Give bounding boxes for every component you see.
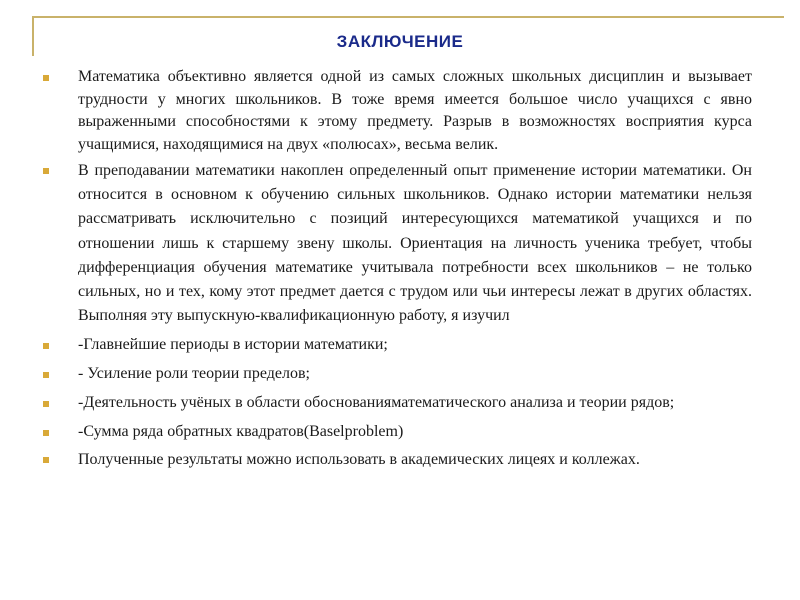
slide-title: ЗАКЛЮЧЕНИЕ xyxy=(336,32,464,51)
bullet-item xyxy=(40,362,752,386)
bullet-item xyxy=(40,449,752,471)
bullet-square-icon xyxy=(43,401,49,407)
bullet-square-icon xyxy=(43,457,49,463)
bullet-square-icon xyxy=(43,372,49,378)
bullet-text: - Усиление роли теории пределов; xyxy=(78,365,310,383)
bullet-list xyxy=(40,66,752,471)
bullet-square-icon xyxy=(43,168,49,174)
bullet-text: Математика объективно является одной из самых сложных школьных дисциплин и вызывает трудности у многих школьников. В тоже время имеется большое число учащихся с явно выраженными способностями к этому предмету. Разрыв в возможностях восприятия курса учащимися, находящимися на двух «полюсах», весьма велик. xyxy=(78,68,752,153)
bullet-item xyxy=(40,420,752,444)
bullet-square-icon xyxy=(43,343,49,349)
bullet-item xyxy=(40,391,752,415)
bullet-text: В преподавании математики накоплен определенный опыт применение истории математики. Он относится в основном к обучению сильных школьников. Однако истории математики нельзя рассматривать исключительно с позиций интересующихся математикой учащихся и по отношении лишь к старшему звену школы. Ориентация на личность ученика требует, чтобы дифференциация обучения математике учитывала потребности всех школьников – не только сильных, но и тех, кому этот предмет дается с трудом или чьи интересы лежат в других областях. Выполняя эту выпускную-квалификационную работу, я изучил xyxy=(78,162,752,325)
bullet-square-icon xyxy=(43,430,49,436)
bullet-square-icon xyxy=(43,75,49,81)
bullet-text: -Главнейшие периоды в истории математики; xyxy=(78,336,388,354)
bullet-item xyxy=(40,66,752,156)
bullet-text: -Сумма ряда обратных квадратов(Baselproblem) xyxy=(78,423,404,441)
bullet-text: Полученные результаты можно использовать в академических лицеях и коллежах. xyxy=(78,451,640,469)
bullet-item xyxy=(40,333,752,357)
bullet-text: -Деятельность учёных в области обоснованияматематического анализа и теории рядов; xyxy=(78,394,675,412)
bullet-item xyxy=(40,159,752,328)
frame-top-rule xyxy=(32,16,784,18)
